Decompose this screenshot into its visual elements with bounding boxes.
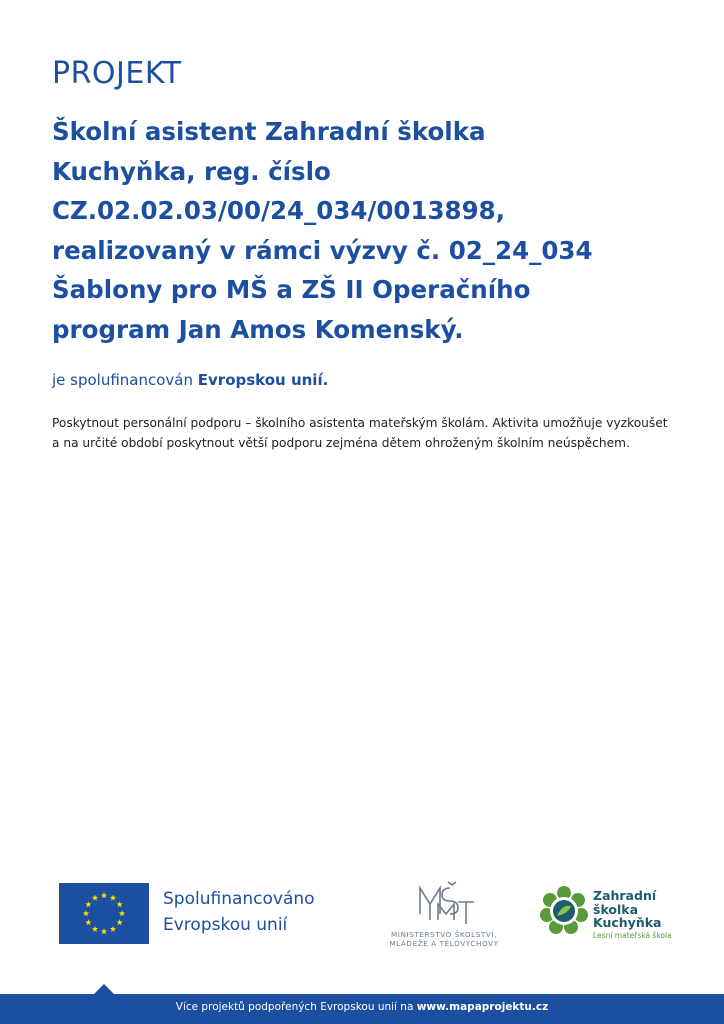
eu-logo-line1: Spolufinancováno <box>163 889 315 909</box>
msmt-mark-icon <box>378 880 510 928</box>
eu-star-icon <box>116 901 122 907</box>
school-name-line1: Zahradní <box>593 888 657 903</box>
cofinancing-statement <box>52 371 328 389</box>
eu-star-icon <box>101 892 107 898</box>
footer-prefix: Více projektů podpořených Evropskou unií na <box>175 1001 417 1013</box>
eu-star-icon <box>119 910 125 916</box>
footer-text <box>0 1001 724 1013</box>
eu-star-icon <box>92 926 98 932</box>
eu-star-icon <box>92 895 98 901</box>
project-title: Školní asistent Zahradní školka Kuchyňka, reg. číslo CZ.02.02.03/00/24_034/0013898, realizovaný v rámci výzvy č. 02_24_034 Šablony pro MŠ a ZŠ II Operačního program Jan Amos Komenský. <box>52 117 593 344</box>
msmt-logo <box>378 880 510 950</box>
eu-star-icon <box>110 895 116 901</box>
eu-logo-text <box>163 886 315 938</box>
eu-star-icon <box>85 919 91 925</box>
project-description: Poskytnout personální podporu – školního asistenta mateřským školám. Aktivita umožňuje vyzkoušet a na určité období poskytnout větší podporu zejména dětem ohroženým školním neúspěchem. <box>52 416 668 450</box>
eu-star-icon <box>116 919 122 925</box>
eu-logo-line2: Evropskou unií <box>163 915 288 935</box>
msmt-line1: MINISTERSTVO ŠKOLSTVÍ, <box>390 930 497 939</box>
msmt-line2: MLÁDEŽE A TĚLOVÝCHOVY <box>389 939 499 948</box>
cofinancing-prefix: je spolufinancován <box>52 371 198 389</box>
school-subtitle: Lesní mateřská škola <box>593 931 672 940</box>
cofinancing-eu: Evropskou unií. <box>197 371 329 389</box>
eu-star-icon <box>110 926 116 932</box>
eu-flag-icon <box>59 883 149 944</box>
footer-notch <box>94 984 114 994</box>
project-label: PROJEKT <box>52 56 182 91</box>
footer-link[interactable]: www.mapaprojektu.cz <box>416 1001 549 1013</box>
eu-star-icon <box>83 910 89 916</box>
school-name <box>593 889 661 930</box>
school-name-line2: školka <box>593 901 639 917</box>
eu-star-icon <box>101 928 107 934</box>
school-name-line3: Kuchyňka <box>593 915 662 930</box>
eu-star-icon <box>85 901 91 907</box>
school-flower-icon <box>540 886 588 934</box>
eu-stars <box>59 883 149 944</box>
